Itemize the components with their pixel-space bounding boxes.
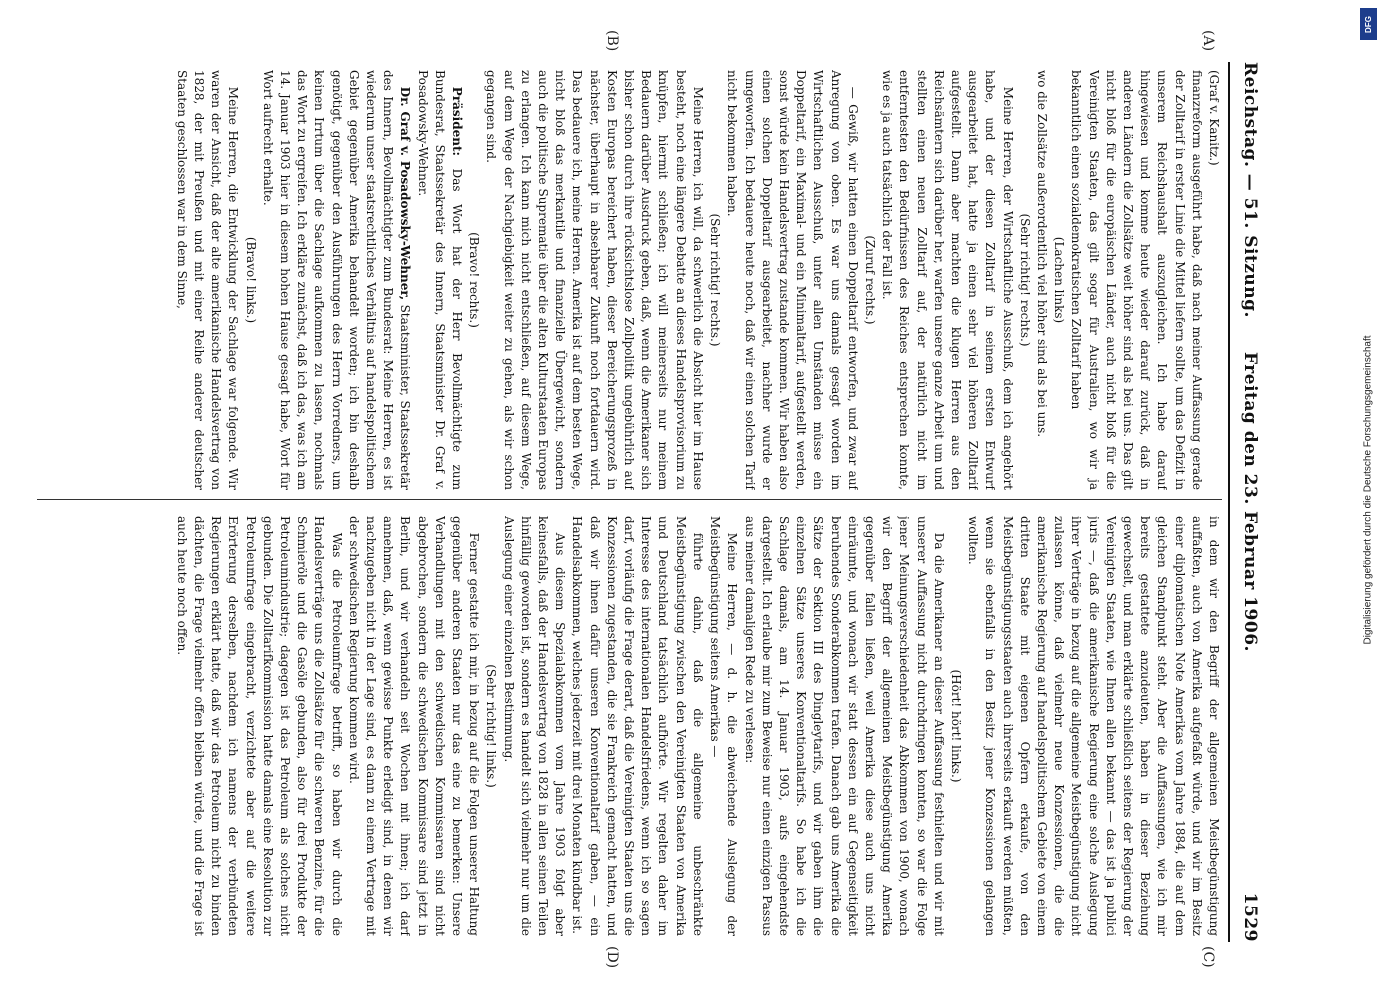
paragraph: wo die Zollsätze außerordentlich viel höher sind als bei uns. (1034, 70, 1049, 438)
paragraph: Aus diesem Spezialabkommen vom Jahre 1903 folgt aber keinesfalls, daß der Handelsvertrag von 1828 in allen seinen Teilen hinfällig geworden ist, sondern es handelt sich vielmehr nur um die Auslegung einer einzelnen Bestimmung. (501, 516, 568, 936)
interjection: (Sehr richtig! rechts.) (1017, 213, 1032, 347)
speaker-paragraph (259, 70, 414, 490)
interjection: (Zuruf rechts.) (862, 235, 877, 325)
president-paragraph (413, 70, 465, 490)
left-column (37, 70, 1222, 490)
paragraph: Ferner gestatte ich mir, in bezug auf die Folgen unserer Haltung gegenüber anderen Staaten nur das eine zu bemerken: Unsere Verhandlungen mit den schwedischen Kommissaren sind nicht abgebrochen, sondern die schwedischen Kommissare sind jetzt in Berlin, und wir verhandeln seit Wochen mit ihnen; ich darf annehmen, daß, wenn gewisse Punkte erledigt sind, in denen wir nachzugeben nicht in der Lage sind, es dann zu einem Vertrage mit der schwedischen Regierung kommen wird. (346, 516, 482, 936)
dfg-logo: DFG (1360, 8, 1377, 40)
speaker-name: Dr. Graf v. Posadowsky-Wehner, (398, 86, 413, 300)
interjection: (Lachen links) (1052, 236, 1067, 324)
margin-marker-a: (A) (1200, 30, 1216, 52)
interjection: (Sehr richtig! links.) (484, 664, 499, 788)
interjection: (Hört! hört! links.) (948, 669, 963, 783)
column-divider (37, 499, 1222, 500)
interjection: (Bravo! links.) (243, 236, 258, 324)
paragraph: Meine Herren, die Entwicklung der Sachlage war folgende. Wir waren der Ansicht, daß der alte amerikanische Handelsvertrag von 1828, der mit Preußen und mit einer Reihe anderer deutscher Staaten geschlossen war in dem Sinne, (174, 70, 241, 490)
paragraph: Meine Herren, ich will, da schwerlich die Absicht hier im Hause besteht, noch eine längere Debatte an dieses Handelsprovisorium zu knüpfen, hiermit schließen; ich will meinerseits nur meinem Bedauern darüber Ausdruck geben, daß, wenn die Amerikaner sich bisher schon durch ihre rücksichtslose Zollpolitik ungebührlich auf Kosten Europas bereichert haben, dieser Bereicherungsprozeß in nächster, überhaupt in absehbarer Zukunft noch fortdauern wird. Das bedauere ich, meine Herren. Amerika ist auf dem besten Wege, nicht bloß das merkantile und finanzielle Übergewicht, sondern auch die politische Suprematie über die alten Kulturstaaten Europas zu erlangen. Ich kann mich nicht entschließen, auf diesem Wege, auf dem Wege der Nachgiebigkeit weiter zu gehen, als wir schon gegangen sind. (484, 70, 705, 490)
header-rule (1228, 62, 1230, 942)
digitization-credit: Digitalisierung gefördert durch die Deutsche Forschungsgemeinschaft (1362, 335, 1374, 645)
margin-marker-c: (C) (1200, 946, 1216, 968)
interjection: (Sehr richtig! rechts.) (708, 213, 723, 347)
quote-paragraph: Meine Herren, — d. h. die abweichende Auslegung der Meistbegünstigung seitens Amerikas — (708, 516, 740, 936)
paragraph: Meine Herren, der Wirtschaftliche Ausschuß, dem ich angehört habe, und der diesen Zolltarif in seinem ersten Entwurf ausgearbeitet hat, hatte ja einen sehr viel höheren Zolltarif aufgestellt. Dann aber machten die klugen Herren aus den Reichsämtern sich darüber her, warfen unsere ganze Arbeit um und stellten einen neuen Zolltarif auf, der natürlich nicht im entferntesten den Bedürfnissen des Reiches entsprechen konnte, wie es ja auch tatsächlich der Fall ist. (880, 70, 1015, 490)
paragraph-text: Das Wort hat der Herr Bevollmächtigte zum Bundesrat, Staatssekretär des Innern, Staatsminister Dr. Graf v. Posadowsky-Wehner. (415, 70, 465, 490)
header-page-number: 1529 (1240, 892, 1260, 942)
president-label: Präsident: (450, 86, 465, 156)
header-date: Freitag den 23. Februar 1906. (1240, 352, 1260, 652)
quote-paragraph: führte dahin, daß die allgemeine unbeschränkte Meistbegünstigung zwischen den Vereinigten Staaten von Amerika und Deutschland tatsächlich aufhörte. Wir regelten daher im Interesse des internationalen Handelsfriedens, wenn ich so sagen darf, vorläufig die Frage derart, daß die Vereinigten Staaten uns die Konzessionen zugestanden, die sie Frankreich gemacht hatten, und daß wir ihnen dafür unseren Konventionaltarif gaben, — ein Handelsabkommen, welches jederzeit mit drei Monaten kündbar ist. (570, 516, 705, 936)
page-header (1234, 62, 1260, 942)
header-left-title: Reichstag. — 51. Sitzung. (1240, 62, 1260, 318)
paragraph-text: Staatsminister, Staatssekretär des Innern, Bevollmächtigter zum Bundesrat: Meine Herren, es ist wiederum unser staatsrechtliches Verhältnis auf handelspolitischem Gebiet gegenüber Amerika behandelt worden; ich bin deshalb genötigt, gegenüber den Ausführungen des Herrn Vorredners, um keinen Irrtum über die Sachlage aufkommen zu lassen, nochmals das Wort zu ergreifen. Ich erkläre zunächst, daß ich das, was ich am 14. Januar 1903 hier in diesem hohen Hause gesagt habe, Wort für Wort aufrecht erhalte. (260, 70, 413, 490)
interjection: (Bravo! rechts.) (467, 232, 482, 328)
margin-marker-b: (B) (604, 30, 620, 52)
paragraph: Was die Petroleumfrage betrifft, so haben wir durch die Handelsverträge uns die Zollsätze für die schweren Benzine, für die Schmieröle und die Gasöle gebunden, also für drei Produkte der Petroleumindustrie; dagegen ist das Petroleum als solches nicht gebunden. Die Zolltarifkommission hatte damals eine Resolution zur Petroleumfrage eingebracht, verzichtete aber auf die weitere Erörterung derselben, nachdem ich namens der verbündeten Regierungen erklärt hatte, daß wir das Petroleum nicht zu binden dächten, die Frage vielmehr offen bleiben würde, und die Frage ist auch heute noch offen. (174, 516, 344, 936)
paragraph: — Gewiß, wir hatten einen Doppeltarif entworfen, und zwar auf Anregung von oben. Es war uns damals gesagt worden im Wirtschaftlichen Ausschuß, unter allen Umständen müsse ein Doppeltarif, ein Maximal- und ein Minimaltarif, aufgestellt werden, sonst würde kein Handelsvertrag zustande kommen. Wir haben also einen solchen Doppeltarif ausgearbeitet, nachher wurde er umgeworfen. Ich bedauere heute noch, daß wir einen solchen Tarif nicht bekommen haben. (725, 70, 860, 490)
paragraph: in dem wir den Begriff der allgemeinen Meistbegünstigung auffaßten, auch von Amerika aufgefaßt würde, und wir im Besitz einer diplomatischen Note Amerikas vom Jahre 1884, die auf dem gleichen Standpunkt steht. Aber die Auffassungen, wie ich mir bereits gestattete anzudeuten, haben in dieser Beziehung gewechselt, und man erklärte schließlich seitens der Regierung der Vereinigten Staaten, wie Ihnen allen bekannt — das ist ja publici juris —, daß die amerikanische Regierung eine solche Auslegung ihrer Verträge in bezug auf die allgemeine Meistbegünstigung nicht zulassen könne, daß vielmehr neue Konzessionen, die die amerikanische Regierung auf handelspolitischem Gebiete von einem dritten Staate mit eigenen Opfern erkaufe, von den Meistbegünstigungsstaaten auch ihrerseits erkauft werden müßten, wenn sie ebenfalls in den Besitz jener Konzessionen gelangen wollten. (966, 516, 1221, 936)
margin-marker-d: (D) (604, 946, 620, 969)
paragraph: finanzreform ausgeführt habe, daß nach meiner Auffassung gerade der Zolltarif in erster Linie die Mittel liefern sollte, um das Defizit in unserem Reichshaushalt auszugleichen. Ich habe darauf hingewiesen und komme heute wieder darauf zurück, daß in anderen Ländern die Zollsätze weit höher sind als bei uns. Das gilt nicht bloß für die europäischen Länder, auch nicht bloß für die Vereinigten Staaten, das gilt sogar für Australien, wo wir ja bekanntlich einen sozialdemokratischen Zolltarif haben (1069, 70, 1204, 490)
right-column (37, 516, 1222, 936)
speaker-reference: (Graf v. Kanitz.) (1207, 70, 1221, 166)
paragraph: Da die Amerikaner an dieser Auffassung festhielten und wir mit unserer Auffassung nicht durchdringen konnten, so war die Folge jener Meinungsverschiedenheit das Abkommen von 1900, wonach wir den Begriff der allgemeinen Meistbegünstigung Amerika gegenüber fallen ließen, weil Amerika diese auch uns nicht einräumte, und wonach wir statt dessen ein auf Gegenseitigkeit beruhendes Sonderabkommen trafen. Danach gab uns Amerika die Sätze der Sektion III des Dingleytarifs, und wir gaben ihm die einzelnen Sätze unseres Konventionaltarifs. So habe ich die Sachlage damals, am 14. Januar 1903, aufs eingehendste dargestellt. Ich erlaube mir zum Beweise nur einen einzigen Passus aus meiner damaligen Rede zu verlesen: (742, 516, 946, 936)
